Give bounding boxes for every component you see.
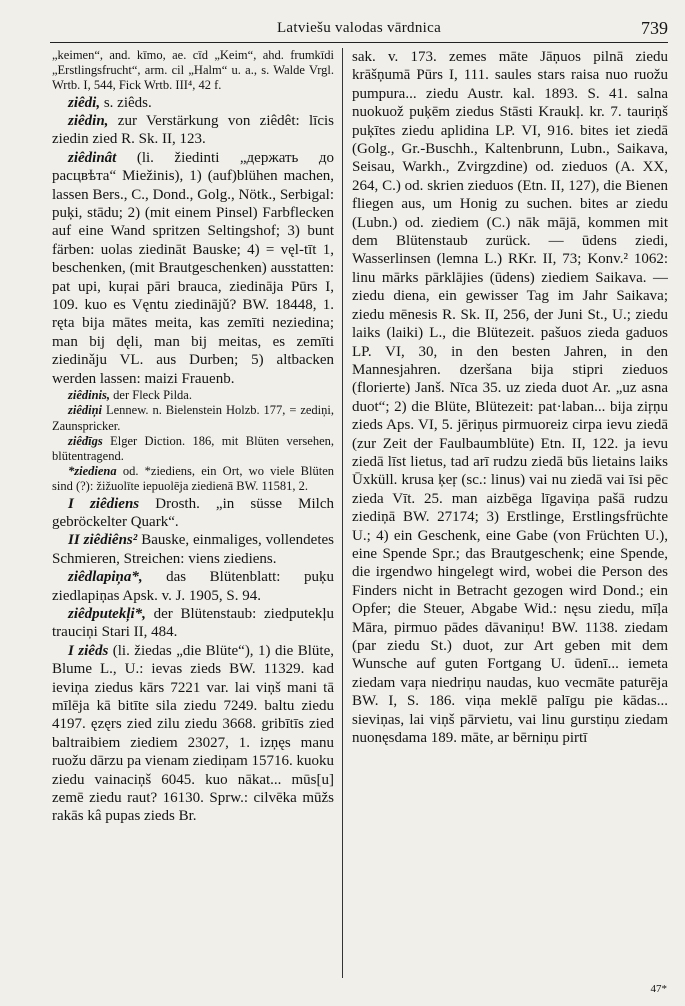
entry-text: (li. žiedas „die Blüte“), 1) die Blüte, Blume L., U.: ievas zieds BW. 11329. kad ieviņa ziedus kārs 7221 var. lai viņš mani tā mīlēja kā bitīte sila ziedu 7249. baltu ziedu 4197. ęzęrs zied zilu ziedu 3668. gribītīs zied baltraibiem ziediem 23027, 1. izņęs manu ruožu dārzu pa vienam ziediņam 15716. kuoku ziedu vainaciņš 6045. kuo nākat... mūs[u] zemē ziedu raut? 16130. Sprw.: cilvēka mūžs rakās kâ pupas zieds Br. bbox=[52, 642, 334, 825]
column-divider bbox=[342, 48, 343, 978]
dictionary-entry bbox=[52, 434, 334, 464]
entry-headword: ziêdinât bbox=[68, 149, 117, 166]
entry-headword: I ziêdiens bbox=[68, 495, 140, 512]
running-title: Latviešu valodas vārdnica bbox=[276, 20, 442, 36]
entry-headword: II ziêdiêns² bbox=[68, 532, 138, 549]
dictionary-entry bbox=[52, 642, 334, 826]
dictionary-entry bbox=[52, 531, 334, 568]
dictionary-entry bbox=[52, 464, 334, 494]
dictionary-entry bbox=[52, 568, 334, 605]
right-column bbox=[352, 48, 668, 978]
continued-entry bbox=[52, 48, 334, 94]
entry-headword: ziêdin, bbox=[68, 113, 109, 130]
page-number: 739 bbox=[641, 18, 668, 38]
continued-entry bbox=[352, 48, 668, 747]
dictionary-entry bbox=[52, 94, 334, 112]
entry-text: „keimen“, and. kīmo, ae. cīd „Keim“, ahd. frumkīdi „Erstlingsfrucht“, arm. cil „Halm“ u. a., s. Walde Vrgl. Wrtb. I, 544, Fick Wrtb. III⁴, 42 f. bbox=[52, 48, 334, 93]
entry-text: Drosth. „in süsse Milch gebröckelter Quark“. bbox=[52, 495, 334, 530]
entry-text: sak. v. 173. zemes māte Jāņuos pilnā ziedu krāšņumā Pūrs I, 111. saules stars raisa nuo ruožu pumpura... ziedu Austr. kal. 1893. S. 41. salna nuokuož puķēm ziedus Stāsti Kraukļ. kr. 7. tauriņš puķītes ziedu aplidina LP. VI, 916. bites iet ziedā (Golg., Gr.-Buschh., Kaltenbrunn, Lubn., Saikava, Seisau, Warkh., Zvirgzdine) od. zieduos (A. XX, 264, C.) od. skrien zieduos (Etn. II, 127), die Bienen fliegen aus, um Honig zu suchen. bites ar ziedu (Lubn.) od. ziediem (C.) nāk mājā, kommen mit dem Blütenstaub zurück. — ūdens ziedi, Wasserlinsen (lemna L.) RKr. II, 73; Konv.² 1062: linu mārks pārklājies (ūdens) ziediem Saikava. — ziedu diena, ein gewisser Tag im Jahr Saikava; ziedu mēnesis R. Sk. II, 256, der Juni St., U.; ziedu laiks (laiki) L., die Blütezeit. pašuos zieda gaduos LP. VI, 30, in den besten Jahren, in den Mannesjahren. dzeršana bija stipri zieduos (florierte) Janš. Nīca 35. uz zieda duot Ar. „uz asna duot“; 2) die Blüte, Blütezeit: pat·laban... bija ziŗņu zieds Aps. VI, 5. jēriņus pirmuoreiz cirpa ievu ziedā (zur Zeit der Faulbaumblüte) Etn. II, 122. ja ievu ziedā līst lietus, tad arī rudzu ziedā būs lietains laiks Ūxküll. krusa ķeŗ (sc.: linus) vai nu ziedā vai īsi pēc zieda Vīt. 25. man aizbēga līgaviņa pašā rudzu ziediņā BW. 27174; 3) Erstlinge, Erstlingsfrüchte U.; 4) ein Geschenk, eine Gabe (von Früchten U.), eine Spende Spr.; das Brautgeschenk; eine Spende, die irgendwo hingelegt wird, wobei die Person des Finders nicht in Betracht gezogen wird Dond.; ein Opfer; die Steuer, Abgabe Wid.: nęsu ziedu, mīļa Māra, pirmuo pādes dāvaniņu! BW. 1138. ziedam (par ziedu St.) duot, zur Art geben mit dem Wunsche auf guten Fortgang U. ūdenī... iemeta ziedam vaŗa niedriņu naudas, kuo vecmāte paturēja BW. I, S. 186. viņa meklē palīgu pie kādas... sieviņas, lai viņš pārvietu, vai linu gurstiņu ziedam nuonęsdama 189. māte, ar bērniņu pirtī bbox=[352, 49, 668, 747]
entry-text: (li. žiedinti „держать до расцвѣта“ Miežinis), 1) (auf)blühen machen, lassen Bers., C., Dond., Golg., Nötk., Serbigal: puķi, stādu; 2) (mit einem Pinsel) Farbflecken auf eine Wand spritzen Seltingshof; 3) bunt färben: uolas ziedināt Bauske; 4) = vęl-tīt 1, beschenken, (mit Brautgeschenken) ausstatten: pat upi, kuŗai pāri brauca, ziedināja Pūrs I, 109. kuo es Vęntu ziedinājǔ? BW. 18448, 1. ręta bija mātes meita, kas zemīti neziedina; man bij dęli, man bij meitas, es zemīti ziedinǎju VL. aus Durben; 5) altbacken werden lassen: maizi Frauenb. bbox=[52, 149, 334, 387]
entry-headword: ziêdiņi bbox=[68, 403, 103, 418]
entry-text: s. ziêds. bbox=[100, 94, 152, 111]
entry-headword: I ziêds bbox=[68, 642, 109, 659]
printer-signature: 47* bbox=[650, 983, 667, 995]
entry-text: Bauske, einmaliges, vollendetes Schmieren, Streichen: viens ziediens. bbox=[52, 532, 334, 567]
entry-headword: ziêdi, bbox=[68, 94, 101, 111]
entry-headword: *ziediena bbox=[68, 464, 117, 479]
entry-text: Elger Diction. 186, mit Blüten versehen, blütentragend. bbox=[52, 433, 334, 463]
dictionary-entry bbox=[52, 388, 334, 403]
dictionary-entry bbox=[52, 149, 334, 388]
entry-headword: ziêdīgs bbox=[68, 433, 103, 448]
page-header bbox=[50, 18, 668, 40]
entry-headword: ziêdlapiņa*, bbox=[68, 569, 143, 586]
entry-text: Lennew. n. Bielenstein Holzb. 177, = zediņi, Zaunspricker. bbox=[52, 403, 334, 433]
dictionary-entry bbox=[52, 112, 334, 149]
entry-text: der Blütenstaub: ziedputekļu trauciņi Stari II, 484. bbox=[52, 605, 334, 641]
entry-headword: ziêdputekļi*, bbox=[68, 605, 146, 622]
dictionary-entry bbox=[52, 495, 334, 532]
entry-text: der Fleck Pilda. bbox=[110, 388, 192, 403]
entry-text: zur Verstärkung von ziêdêt: līcis ziedin zied R. Sk. II, 123. bbox=[52, 113, 334, 148]
entry-headword: ziêdinis, bbox=[68, 388, 111, 403]
left-column bbox=[52, 48, 334, 978]
dictionary-entry bbox=[52, 403, 334, 433]
entry-text: das Blütenblatt: puķu ziedlapiņas Apsk. v. J. 1905, S. 94. bbox=[52, 569, 334, 604]
header-rule bbox=[50, 42, 668, 43]
dictionary-entry bbox=[52, 605, 334, 642]
entry-text: od. *ziediens, ein Ort, wo viele Blüten sind (?): žižuolīte iepuolēja ziedienā BW. 11581, 2. bbox=[52, 464, 334, 494]
